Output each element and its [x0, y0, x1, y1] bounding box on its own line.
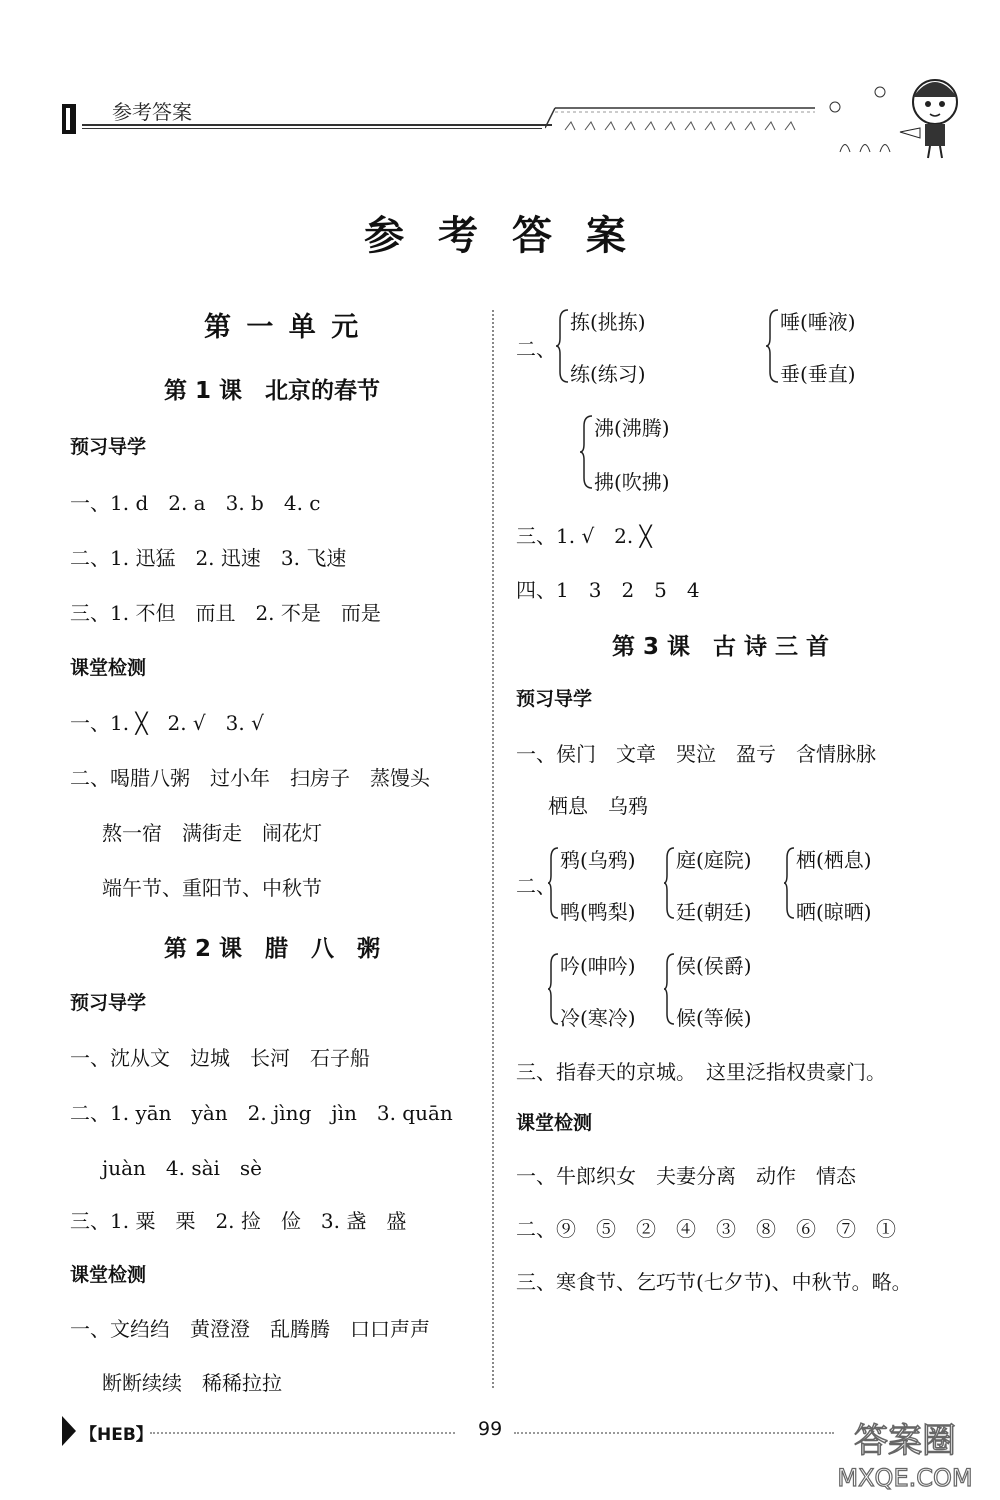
- answer-line: 端午节、重阳节、中秋节: [102, 876, 322, 900]
- answer-line: 断断续续 稀稀拉拉: [102, 1371, 282, 1395]
- brace-item: 练(练习): [570, 362, 646, 386]
- section-heading: 课堂检测: [70, 657, 147, 679]
- footer-dotted-rule: [150, 1432, 455, 1434]
- header-arrow-decoration: [545, 100, 825, 140]
- lesson-1-title: 第 1 课 北京的春节: [164, 378, 381, 404]
- brace-item: 晒(晾晒): [796, 900, 872, 924]
- watermark-title: 答案圈: [854, 1421, 956, 1461]
- page-number: 99: [478, 1418, 503, 1440]
- unit-title: 第 一 单 元: [204, 312, 362, 343]
- brace-icon: [556, 308, 570, 384]
- brace-item: 鸭(鸭梨): [560, 900, 636, 924]
- header-rule: [82, 124, 552, 126]
- brace-item: 吟(呻吟): [560, 954, 636, 978]
- brace-item: 唾(唾液): [780, 310, 856, 334]
- brace-item: 候(等候): [676, 1006, 752, 1030]
- answer-line: 三、1. √ 2. ╳: [516, 524, 652, 548]
- lesson-2-title: 第 2 课 腊 八 粥: [164, 936, 381, 962]
- answer-line: 三、指春天的京城。 这里泛指权贵豪门。: [516, 1060, 886, 1084]
- answer-line: 二、⑨ ⑤ ② ④ ③ ⑧ ⑥ ⑦ ①: [516, 1217, 896, 1241]
- edition-code: 【HEB】: [80, 1425, 153, 1445]
- lesson-3-title: 第 3 课 古 诗 三 首: [612, 634, 830, 660]
- brace-item: 庭(庭院): [676, 848, 752, 872]
- watermark-logo: [820, 1412, 990, 1494]
- header-rule-thin: [82, 128, 542, 129]
- brace-item: 侯(侯爵): [676, 954, 752, 978]
- answer-line: 三、1. 粟 栗 2. 捡 俭 3. 盏 盛: [70, 1209, 407, 1233]
- brace-item: 廷(朝廷): [676, 900, 752, 924]
- brace-item: 鸦(乌鸦): [560, 848, 636, 872]
- brace-item: 栖(栖息): [796, 848, 872, 872]
- brace-icon: [580, 414, 594, 490]
- answer-line: juàn 4. sài sè: [102, 1156, 263, 1180]
- brace-icon: [548, 952, 560, 1026]
- brace-item: 拣(挑拣): [570, 310, 646, 334]
- brace-item: 垂(垂直): [780, 362, 856, 386]
- answer-line: 一、1. ╳ 2. √ 3. √: [70, 711, 264, 735]
- header-label: 参考答案: [112, 100, 192, 124]
- answer-line: 熬一宿 满街走 闹花灯: [102, 821, 322, 845]
- answer-line: 一、沈从文 边城 长河 石子船: [70, 1046, 370, 1070]
- girl-mascot-icon: [820, 62, 970, 162]
- brace-item: 冷(寒冷): [560, 1006, 636, 1030]
- answer-line: 三、寒食节、乞巧节(七夕节)、中秋节。略。: [516, 1270, 912, 1294]
- brace-icon: [766, 308, 780, 384]
- watermark-url: MXQE.COM: [837, 1464, 973, 1492]
- question-prefix: 二、: [516, 337, 556, 361]
- question-prefix: 二、: [516, 874, 556, 898]
- brace-icon: [548, 846, 560, 920]
- answer-line: 二、喝腊八粥 过小年 扫房子 蒸馒头: [70, 766, 430, 790]
- brace-icon: [664, 846, 676, 920]
- footer-dotted-rule: [514, 1432, 834, 1434]
- answer-line: 一、牛郎织女 夫妻分离 动作 情态: [516, 1164, 856, 1188]
- header-marker-icon: [62, 104, 76, 134]
- answer-line: 一、侯门 文章 哭泣 盈亏 含情脉脉: [516, 742, 876, 766]
- answer-line: 一、文绉绉 黄澄澄 乱腾腾 口口声声: [70, 1317, 430, 1341]
- section-heading: 课堂检测: [70, 1264, 147, 1286]
- brace-icon: [784, 846, 796, 920]
- answer-line: 栖息 乌鸦: [548, 794, 648, 818]
- answer-line: 三、1. 不但 而且 2. 不是 而是: [70, 601, 381, 625]
- column-divider: [492, 310, 494, 1388]
- section-heading: 课堂检测: [516, 1112, 593, 1134]
- answer-line: 二、1. 迅猛 2. 迅速 3. 飞速: [70, 546, 347, 570]
- brace-item: 拂(吹拂): [594, 470, 670, 494]
- footer-marker-icon: [62, 1416, 76, 1446]
- answer-line: 四、1 3 2 5 4: [516, 578, 700, 602]
- brace-icon: [664, 952, 676, 1026]
- brace-item: 沸(沸腾): [594, 416, 670, 440]
- answer-line: 一、1. d 2. a 3. b 4. c: [70, 491, 321, 515]
- answer-line: 二、1. yān yàn 2. jìng jìn 3. quān: [70, 1101, 453, 1125]
- page-title: 参 考 答 案: [364, 213, 636, 259]
- section-heading: 预习导学: [70, 992, 147, 1014]
- section-heading: 预习导学: [516, 688, 593, 710]
- section-heading: 预习导学: [70, 436, 147, 458]
